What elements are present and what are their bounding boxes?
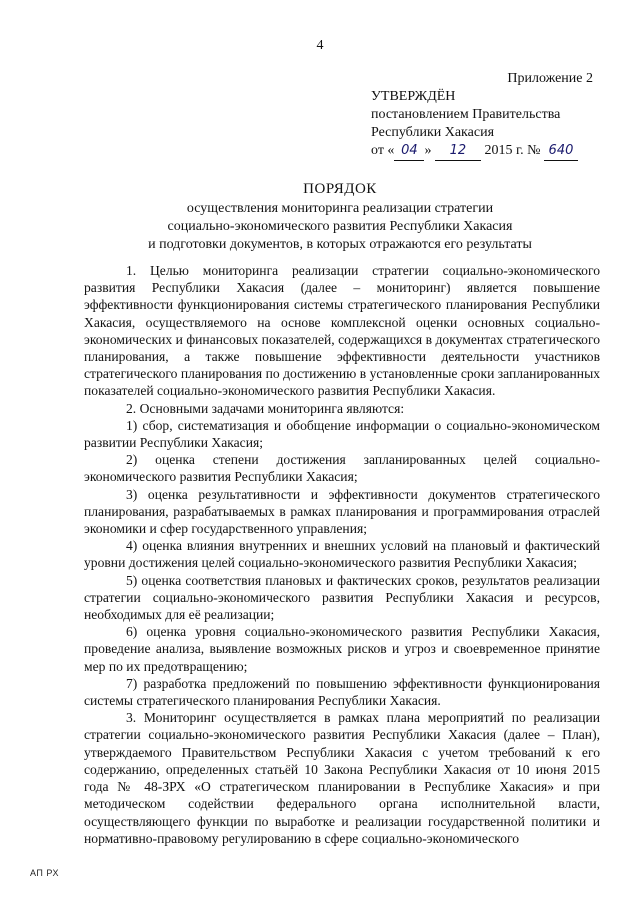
title-main: ПОРЯДОК [303, 181, 377, 197]
handwritten-day: 04 [394, 142, 424, 161]
paragraph: 2) оценка степени достижения запланированных целей социально-экономического развития Республики Хакасия; [84, 452, 600, 485]
approval-line-2: Республики Хакасия [371, 125, 495, 140]
title-sub-3: и подготовки документов, в которых отражаются его результаты [148, 237, 532, 252]
approval-date-line [371, 142, 611, 161]
paragraph: 3) оценка результативности и эффективности документов стратегического планирования, разрабатываемых в рамках планирования и программирования отраслей экономики и сфер государственного управления; [84, 486, 600, 537]
approval-block [371, 70, 611, 161]
paragraph: 7) разработка предложений по повышению эффективности функционирования системы стратегического планирования Республики Хакасия. [84, 675, 600, 709]
title-sub-1: осуществления мониторинга реализации стратегии [186, 201, 494, 216]
document-title [70, 180, 610, 254]
appendix-label: Приложение 2 [507, 71, 593, 86]
paragraph: 3. Мониторинг осуществляется в рамках плана мероприятий по реализации стратегии социально-экономического развития Республики Хакасия (далее – План), утверждаемого Правительством Республики Хакасия с учетом требований к его содержанию, определенных статьёй 10 Закона Республики Хакасия от 10 июня 2015 года № 48-ЗРХ «О стратегическом планировании в Республике Хакасия» и при методическом содействии федерального органа исполнительной власти, осуществляющего функции по выработке и реализации государственной политики и нормативно-правовому регулированию в сфере социально-экономического [84, 710, 600, 846]
paragraph: 4) оценка влияния внутренних и внешних условий на плановый и фактический уровни достижения целей социально-экономического развития Республики Хакасия; [84, 538, 600, 571]
handwritten-number: 640 [544, 142, 578, 161]
paragraph: 5) оценка соответствия плановых и фактических сроков, результатов реализации стратегии социально-экономического развития Республики Хакасия и ресурсов, необходимых для её реализации; [84, 572, 600, 623]
paragraph: 1. Целью мониторинга реализации стратегии социально-экономического развития Республики Хакасия (далее – мониторинг) является повышение эффективности функционирования системы стратегического планирования Республики Хакасия, осуществляемого на основе комплексной оценки основных социально-экономических и финансовых показателей, содержащихся в документах стратегического планирования, а также повышение эффективности деятельности участников стратегического планирования по достижению в установленные сроки запланированных показателей социально-экономического развития Республики Хакасия. [84, 263, 600, 399]
date-mid: » [424, 143, 432, 158]
handwritten-month: 12 [435, 142, 481, 161]
title-sub-2: социально-экономического развития Республики Хакасия [167, 219, 513, 234]
approved-label: УТВЕРЖДЁН [371, 89, 456, 104]
footer-mark: АП РХ [30, 868, 59, 878]
document-body [84, 262, 600, 847]
approval-line-1: постановлением Правительства [371, 107, 561, 122]
date-prefix: от « [371, 143, 395, 158]
paragraph: 1) сбор, систематизация и обобщение информации о социально-экономическом развитии Республики Хакасия; [84, 417, 600, 451]
paragraph: 6) оценка уровня социально-экономического развития Республики Хакасия, проведение анализа, выявление возможных рисков и угроз и своевременное принятие мер по их предотвращению; [84, 624, 600, 674]
date-year: 2015 г. № [484, 143, 541, 158]
page-number: 4 [316, 38, 324, 53]
paragraph: 2. Основными задачами мониторинга являются: [126, 400, 405, 416]
